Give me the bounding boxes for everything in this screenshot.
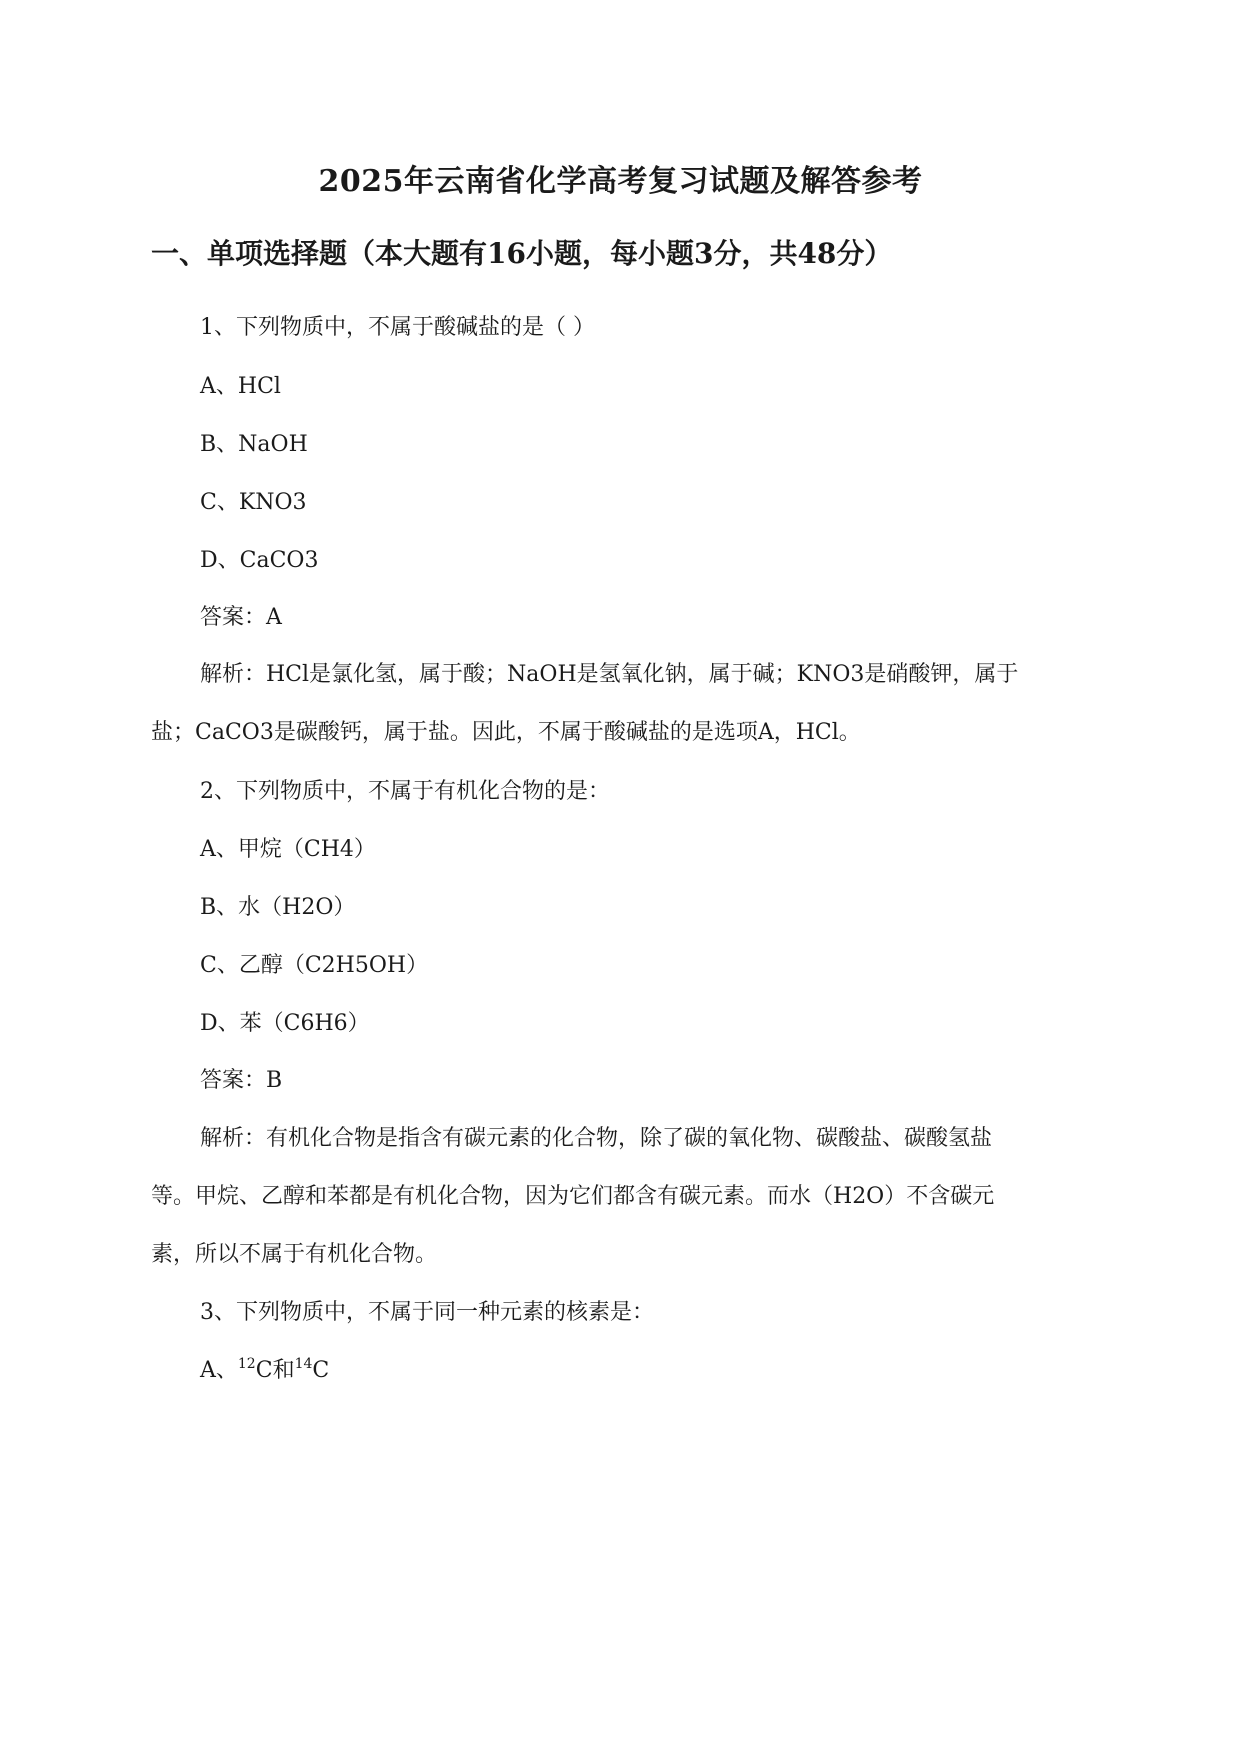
question-3-option-a	[200, 1356, 329, 1386]
element-symbol-1: C	[255, 1358, 273, 1383]
question-1-analysis-line-2: 盐；CaCO3是碳酸钙，属于盐。因此，不属于酸碱盐的是选项A，HCl。	[151, 720, 861, 745]
question-2-analysis-line-1: 解析：有机化合物是指含有碳元素的化合物，除了碳的氧化物、碳酸盐、碳酸氢盐	[200, 1126, 993, 1151]
option-a-prefix: A、	[200, 1358, 238, 1383]
element-symbol-2: C	[312, 1358, 330, 1383]
question-1-answer: 答案：A	[200, 605, 282, 630]
mass-number-2: 14	[294, 1356, 313, 1372]
question-2-analysis-line-2: 等。甲烷、乙醇和苯都是有机化合物，因为它们都含有碳元素。而水（H2O）不含碳元	[151, 1184, 995, 1209]
question-3-stem: 3、下列物质中，不属于同一种元素的核素是：	[200, 1300, 654, 1325]
question-1-analysis-line-1: 解析：HCl是氯化氢，属于酸；NaOH是氢氧化钠，属于碱；KNO3是硝酸钾，属于	[200, 662, 1019, 687]
section-heading: 一、单项选择题（本大题有16小题，每小题3分，共48分）	[151, 237, 893, 270]
question-2-option-a: A、甲烷（CH4）	[200, 837, 376, 862]
question-1-option-b: B、NaOH	[200, 432, 308, 457]
question-2-option-b: B、水（H2O）	[200, 895, 356, 920]
question-1-option-a: A、HCl	[200, 374, 281, 399]
question-2-analysis-line-3: 素，所以不属于有机化合物。	[151, 1242, 438, 1267]
joiner-text: 和	[272, 1358, 295, 1383]
question-1-stem: 1、下列物质中，不属于酸碱盐的是（ ）	[200, 315, 595, 340]
question-1-option-d: D、CaCO3	[200, 548, 319, 573]
question-2-stem: 2、下列物质中，不属于有机化合物的是：	[200, 779, 610, 804]
question-2-option-c: C、乙醇（C2H5OH）	[200, 953, 429, 978]
document-title: 2025年云南省化学高考复习试题及解答参考	[318, 164, 923, 199]
question-2-answer: 答案：B	[200, 1068, 283, 1093]
question-2-option-d: D、苯（C6H6）	[200, 1011, 370, 1036]
mass-number-1: 12	[237, 1356, 256, 1372]
question-1-option-c: C、KNO3	[200, 490, 307, 515]
